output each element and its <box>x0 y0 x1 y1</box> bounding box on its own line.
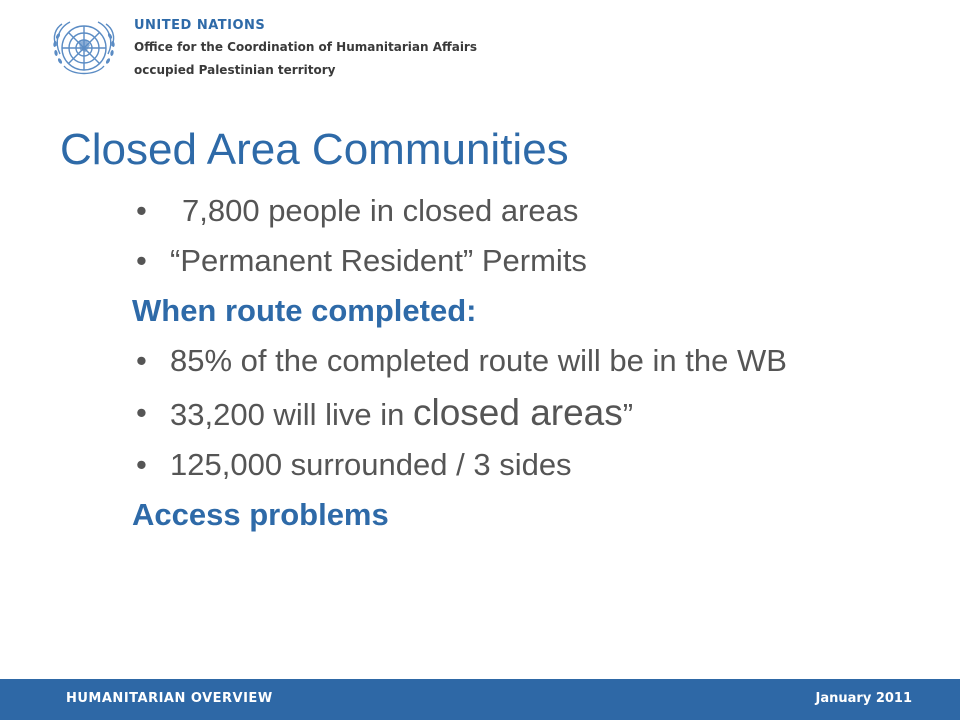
bullet-marker: • <box>136 343 147 378</box>
bullet-item <box>132 344 892 378</box>
bullet-item <box>132 244 892 278</box>
org-name: UNITED NATIONS <box>134 18 266 33</box>
organization-header <box>134 16 477 82</box>
bullet-text: “Permanent Resident” Permits <box>170 243 587 278</box>
section-heading: When route completed: <box>132 293 477 328</box>
org-office: Office for the Coordination of Humanitarian Affairs <box>134 40 477 54</box>
bullet-text: 85% of the completed route will be in the WB <box>170 343 787 378</box>
bullet-marker: • <box>136 243 147 278</box>
bullet-item <box>132 448 892 482</box>
section-heading: Access problems <box>132 497 389 532</box>
org-territory: occupied Palestinian territory <box>134 63 336 77</box>
slide-title: Closed Area Communities <box>60 125 569 174</box>
un-emblem-icon <box>46 14 122 86</box>
footer-bar <box>0 679 960 720</box>
bullet-marker: • <box>136 193 147 228</box>
bullet-text-suffix: ” <box>622 397 634 432</box>
bullet-marker: • <box>136 447 147 482</box>
footer-date: January 2011 <box>815 691 912 706</box>
slide-content <box>132 188 892 532</box>
bullet-item <box>132 194 892 228</box>
bullet-text-large: closed areas <box>412 392 623 433</box>
bullet-text-prefix: 33,200 will live in <box>170 397 413 432</box>
bullet-text: 7,800 people in closed areas <box>182 193 579 228</box>
bullet-marker: • <box>136 395 147 430</box>
bullet-text: 125,000 surrounded / 3 sides <box>170 447 572 482</box>
bullet-item <box>132 392 892 433</box>
footer-title: HUMANITARIAN OVERVIEW <box>66 691 273 706</box>
